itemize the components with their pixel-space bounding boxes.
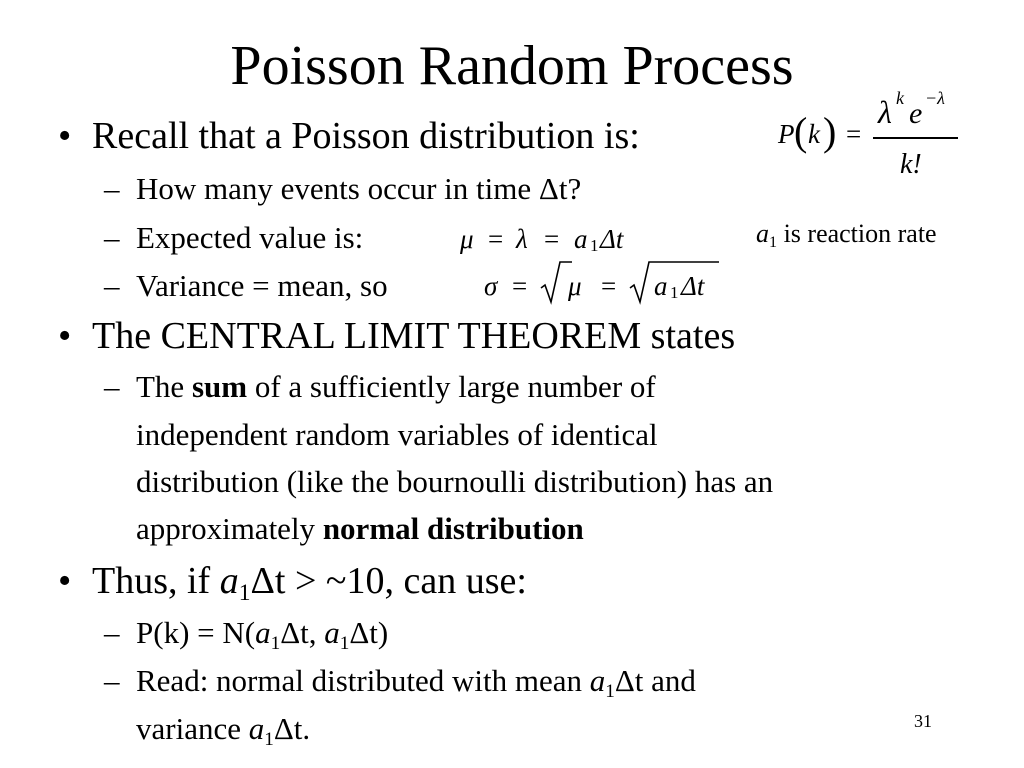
bullet-3-text xyxy=(92,558,527,616)
side-note-var: a xyxy=(756,219,769,248)
var-a: a xyxy=(219,560,239,602)
poisson-num-exp: −λ xyxy=(925,88,945,108)
text-run: Δt) xyxy=(349,615,389,650)
var-a: a xyxy=(324,615,340,650)
sigma-symbol: σ xyxy=(484,271,498,301)
sigma-equals-2: = xyxy=(601,271,617,301)
bullet-1-sub-1: How many events occur in time Δt? xyxy=(136,171,582,206)
bold-term-sum: sum xyxy=(191,369,248,404)
mean-a: a xyxy=(574,224,588,254)
bullet-dot: • xyxy=(58,315,72,357)
poisson-lhs-p: P xyxy=(778,119,795,149)
dash-marker: – xyxy=(104,663,120,698)
bullet-2-sub-1-line-1 xyxy=(136,367,656,407)
bullet-1-sub-2: Expected value is: xyxy=(136,220,364,255)
text-run: of a sufficiently large number of xyxy=(247,369,656,404)
fraction-bar xyxy=(873,137,958,139)
subscript-1: 1 xyxy=(339,632,350,654)
bold-term-normal-distribution: normal distribution xyxy=(322,511,584,546)
mean-equals-1: = xyxy=(488,224,504,254)
bullet-3-sub-2-line-1 xyxy=(136,661,696,712)
text-run: Δt > ~10, can use: xyxy=(250,560,527,602)
text-run: Δt. xyxy=(273,711,311,746)
bullet-2-text: The CENTRAL LIMIT THEOREM states xyxy=(92,315,736,357)
poisson-denominator: k! xyxy=(900,149,922,180)
mean-lambda: λ xyxy=(516,224,528,254)
mean-mu: μ xyxy=(460,224,474,254)
poisson-lhs-k: k xyxy=(808,119,820,149)
dash-marker: – xyxy=(104,220,120,255)
subscript-1: 1 xyxy=(605,680,615,702)
poisson-num-k-exp: k xyxy=(896,88,904,108)
mean-equals-2: = xyxy=(544,224,560,254)
subscript-1: 1 xyxy=(264,728,274,750)
bullet-2-sub-1-line-4 xyxy=(136,509,584,549)
sigma-equals-1: = xyxy=(512,271,528,301)
sigma-a-subscript: 1 xyxy=(670,283,679,302)
poisson-num-e: e xyxy=(909,97,923,130)
side-note-sub: 1 xyxy=(769,233,778,251)
dash-marker: – xyxy=(104,171,120,206)
bullet-3-sub-2-line-2 xyxy=(136,709,310,760)
mean-a-subscript: 1 xyxy=(590,236,599,255)
bullet-2-sub-1-line-2: independent random variables of identical xyxy=(136,417,658,452)
bullet-1-text: Recall that a Poisson distribution is: xyxy=(92,115,640,157)
poisson-num-lambda: λ xyxy=(878,94,892,130)
text-run: Thus, if xyxy=(92,560,220,602)
bullet-dot: • xyxy=(58,115,72,157)
page-number: 31 xyxy=(914,711,932,731)
text-run: variance xyxy=(136,711,249,746)
text-run: Δt and xyxy=(614,663,696,698)
text-run: Δt, xyxy=(280,615,325,650)
paren-open: ( xyxy=(794,109,808,154)
paren-close: ) xyxy=(823,109,837,154)
sigma-delta-t: Δt xyxy=(681,271,705,301)
poisson-equals: = xyxy=(846,119,862,149)
slide-title: Poisson Random Process xyxy=(230,35,794,97)
text-run: The xyxy=(136,369,192,404)
var-a: a xyxy=(255,615,271,650)
bullet-3-sub-1 xyxy=(136,613,388,664)
subscript-1: 1 xyxy=(270,632,281,654)
var-a: a xyxy=(589,663,606,698)
sigma-a: a xyxy=(654,271,668,301)
dash-marker: – xyxy=(104,268,120,303)
sigma-mu: μ xyxy=(568,271,582,301)
bullet-1-sub-3: Variance = mean, so xyxy=(136,268,388,303)
text-run: Read: normal distributed with mean xyxy=(136,663,590,698)
side-note-text: is reaction rate xyxy=(777,219,937,248)
var-a: a xyxy=(248,711,265,746)
bullet-dot: • xyxy=(58,560,72,602)
mean-delta-t: Δt xyxy=(600,224,624,254)
text-run: approximately xyxy=(136,511,323,546)
subscript-1: 1 xyxy=(238,580,251,607)
dash-marker: – xyxy=(104,369,120,404)
side-note xyxy=(756,218,937,259)
bullet-2-sub-1-line-3: distribution (like the bournoulli distribution) has an xyxy=(136,464,774,499)
dash-marker: – xyxy=(104,615,120,650)
text-run: P(k) = N( xyxy=(136,615,256,650)
